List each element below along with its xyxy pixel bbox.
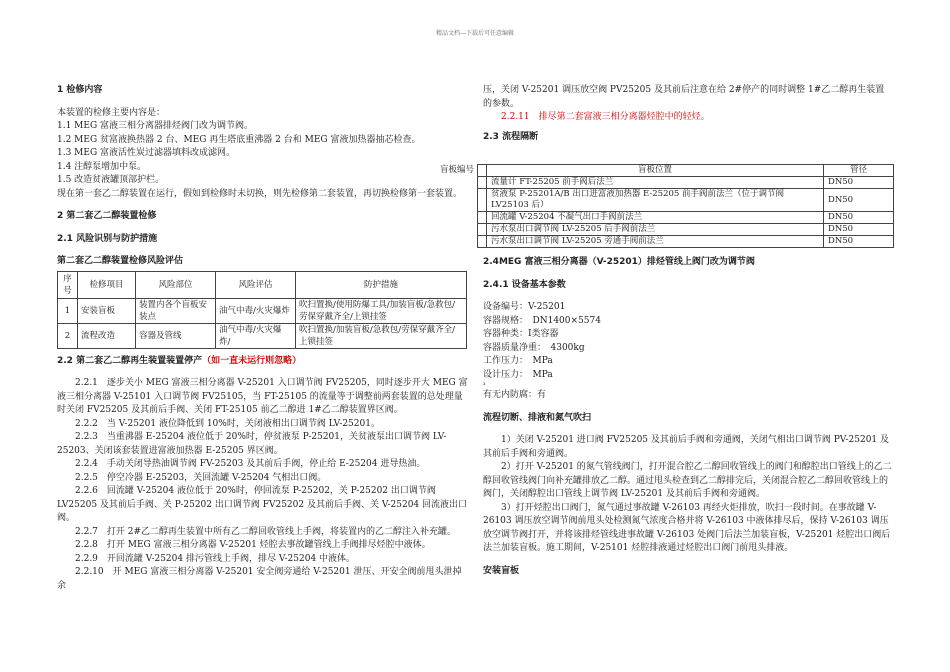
table-cell (478, 224, 487, 236)
param-line: 容器规格： DN1400×5574 (483, 315, 601, 326)
col-header-blank (478, 165, 487, 177)
col-header: 检修项目 (78, 271, 136, 298)
step-2-2-2: 2.2.2 当 V-25201 液位降低到 10%时，关闭液相出口调节阀 LV-25201。 (75, 418, 380, 429)
section-2-4-1-title: 2.4.1 设备基本参数 (483, 279, 566, 290)
table-cell: DN50 (824, 189, 894, 212)
item-1-3: 1.3 MEG 富液活性炭过滤器填料改成滤网。 (57, 148, 236, 158)
item-1-5: 1.5 改造贫液罐顶部护栏。 (57, 175, 165, 185)
table-cell: 1 (58, 298, 78, 323)
section-2-title: 2 第二套乙二醇装置检修 (57, 211, 157, 221)
step-2-2-7: 2.2.7 打开 2#乙二醇再生装置中所有乙二醇回收管线上手阀，将装置内的乙二醇注入补充罐。 (75, 526, 457, 537)
table-row (478, 236, 894, 248)
intro-text: 本装置的检修主要内容是： (57, 107, 166, 118)
install-blind-title: 安装盲板 (483, 565, 520, 576)
param-line: ³ (483, 382, 486, 389)
table-cell: DN50 (824, 212, 894, 224)
table-row (478, 189, 894, 212)
col-header: 管径 (824, 165, 894, 177)
table-cell: 安装盲板 (78, 298, 136, 323)
item-1-2: 1.2 MEG 贫富液换热器 2 台、MEG 再生塔底重沸器 2 台和 MEG 富液加热器抽芯检查。 (57, 134, 421, 145)
table-cell (478, 177, 487, 189)
table-cell: 装置内各个盲板安装点 (136, 298, 216, 323)
table-cell: 吹扫置换/加装盲板/急救包/劳保穿戴齐全/上锁挂签 (296, 323, 467, 348)
risk-table (57, 271, 467, 349)
flow-step-3: 3）打开烃腔出口阀门，氮气通过事故罐 V-26103 再经火炬排放，吹扫一段时间。在事故罐 V-26103 调压放空调节阀前甩头处检测氮气浓度合格并将 V-26103 中液体排尽后，保持 V-26103 调压放空调节阀打开，并将该排烃管线进事故罐 V-26103 处阀门后法兰加装盲板，V-25201 烃腔出口阀后法兰加装盲板。施工期间，V-25101 烃腔排液通过烃腔出口阀门前甩头排液。 (483, 502, 891, 553)
table-cell: 流量计 FT-25205 前手阀后法兰 (487, 177, 824, 189)
table-cell: 油气中毒/火灾爆炸/ (216, 323, 296, 348)
table-row (58, 298, 467, 323)
section-2-4-title: 2.4MEG 富液三相分离器（V-25201）排烃管线上阀门改为调节阀 (483, 257, 755, 267)
col-header: 序号 (58, 271, 78, 298)
table-row (58, 323, 467, 348)
table-header-row (478, 165, 894, 177)
left-column (57, 84, 469, 593)
col-header: 防护措施 (296, 271, 467, 298)
table-row (478, 212, 894, 224)
table-header-row (58, 271, 467, 298)
param-line: 有无内防腐：有 (483, 390, 547, 400)
item-1-1: 1.1 MEG 富液三相分离器排烃阀门改为调节阀。 (57, 121, 254, 131)
col-header: 风险部位 (136, 271, 216, 298)
step-2-2-6: 2.2.6 回流罐 V-25204 液位低于 20%时，停回流泵 P-25202，关 P-25202 出口调节阀 LV25205 及其前后手阀、关 P-25202 出口调节阀 FV25202 及其前后手阀、关 V-25204 回流液出口阀。 (57, 486, 468, 523)
step-2-2-1: 2.2.1 逐步关小 MEG 富液三相分离器 V-25201 入口调节阀 FV25205，同时逐步开大 MEG 富液三相分离器 V-25101 入口调节阀 FV25105，当 FT-25105 的流量等于调整前两套装置的总处理量时关闭 FV25205 及其前后手阀、关闭 FT-25105 前乙二醇进 1#乙二醇装置界区阀。 (57, 378, 468, 415)
table-cell: 污水泵出口调节阀 LV-25205 旁通手阀前法兰 (487, 236, 824, 248)
table-cell: 吹扫置换/使用防爆工具/加装盲板/急救包/劳保穿戴齐全/上锁挂签 (296, 298, 467, 323)
section-2-2-note: （如一直未运行则忽略） (202, 355, 302, 366)
table-cell: 油气中毒/火灾爆炸 (216, 298, 296, 323)
section-2-1-title: 2.1 风险识别与防护措施 (57, 233, 158, 244)
table-cell (478, 212, 487, 224)
step-2-2-10: 2.2.10 开 MEG 富液三相分离器 V-25201 安全阀旁通给 V-25201 泄压、开安全阀前甩头泄掉余 (57, 567, 462, 591)
blind-table (477, 164, 894, 248)
section-1-title: 1 检修内容 (57, 85, 103, 95)
table-cell (478, 189, 487, 212)
item-1-4: 1.4 注醇泵增加中泵。 (57, 161, 147, 172)
param-line: 容器质量净重： 4300kg (483, 342, 585, 353)
right-column-lower (483, 256, 893, 578)
note-text: 现在第一套乙二醇装置在运行，假如到检修时未切换，则先检修第二套装置，再切换检修第一套装置。 (57, 188, 463, 199)
table-cell: DN50 (824, 236, 894, 248)
col-header: 盲板位置 (487, 165, 824, 177)
section-2-2-title (57, 355, 469, 369)
blind-number-label: 盲板编号 (440, 165, 475, 175)
param-line: 设计压力： MPa (483, 369, 553, 380)
step-2-2-3: 2.2.3 当重沸器 E-25204 液位低于 20%时，停贫液泵 P-25201，关贫液泵出口调节阀 LV-25203、关闭该套装置进富液加热器 E-25205 界区阀。 (57, 432, 447, 456)
step-2-2-9: 2.2.9 开回流罐 V-25204 排污管线上手阀，排尽 V-25204 中液体。 (75, 553, 356, 564)
page-header: 精品文档---下载后可任意编辑 (435, 30, 515, 37)
risk-table-title: 第二套乙二醇装置检修风险评估 (57, 256, 184, 266)
section-2-2-title-text: 2.2 第二套乙二醇再生装置装置停产 (57, 355, 203, 366)
param-line: 容器种类：Ⅰ类容器 (483, 329, 559, 339)
table-cell: 2 (58, 323, 78, 348)
table-cell (478, 236, 487, 248)
table-row (478, 224, 894, 236)
table-cell: 污水泵出口调节阀 LV-25205 后手阀前法兰 (487, 224, 824, 236)
table-row (478, 177, 894, 189)
table-cell: DN50 (824, 177, 894, 189)
step-2-2-5: 2.2.5 停空冷器 E-25203，关回流罐 V-25204 气相出口阀。 (75, 472, 327, 483)
table-cell: 流程改造 (78, 323, 136, 348)
param-line: 设备编号：V-25201 (483, 302, 566, 312)
continued-text: 压，关闭 V-25201 调压放空阀 PV25205 及其前后注意在给 2#停产的同时调整 1#乙二醇再生装置的参数。 (483, 85, 885, 109)
flow-step-2: 2）打开 V-25201 的氮气管线阀门，打开混合腔乙二醇回收管线上的阀门和醇腔出口管线上的乙二醇回收管线阀门向补充罐排放乙二醇。通过甩头检查到乙二醇排完后，关闭混合腔乙二醇回收管线上的阀门，关闭醇腔出口管线上调节阀 LV-25201 及其前后手阀和旁通阀。 (483, 462, 892, 499)
col-header: 风险评估 (216, 271, 296, 298)
table-cell: 容器及管线 (136, 323, 216, 348)
table-cell: DN50 (824, 224, 894, 236)
step-2-2-8: 2.2.8 打开 MEG 富液三相分离器 V-25201 烃腔去事故罐管线上手阀排尽烃腔中液体。 (75, 540, 431, 550)
section-2-3-title: 2.3 流程隔断 (483, 131, 539, 142)
flow-step-1: 1）关闭 V-25201 进口阀 FV25205 及其前后手阀和旁通阀，关闭气相出口调节阀 PV-25201 及其前后手阀和旁通阀。 (483, 435, 890, 459)
flow-title: 流程切断、排液和氮气吹扫 (483, 412, 592, 423)
step-2-2-4: 2.2.4 手动关闭导热油调节阀 FV-25203 及其前后手阀，停止给 E-25204 进导热油。 (75, 459, 426, 469)
right-column (483, 84, 893, 144)
table-cell: 回流罐 V-25204 不凝气出口手阀前法兰 (487, 212, 824, 224)
table-cell: 贫液泵 P-25201A/B 出口进富液加热器 E-25205 前手阀前法兰（位于调节阀 LV25103 后） (487, 189, 824, 212)
param-line: 工作压力： MPa (483, 356, 553, 366)
step-2-2-11: 2.2.11 排尽第二套富液三相分离器烃腔中的轻烃。 (501, 112, 710, 122)
